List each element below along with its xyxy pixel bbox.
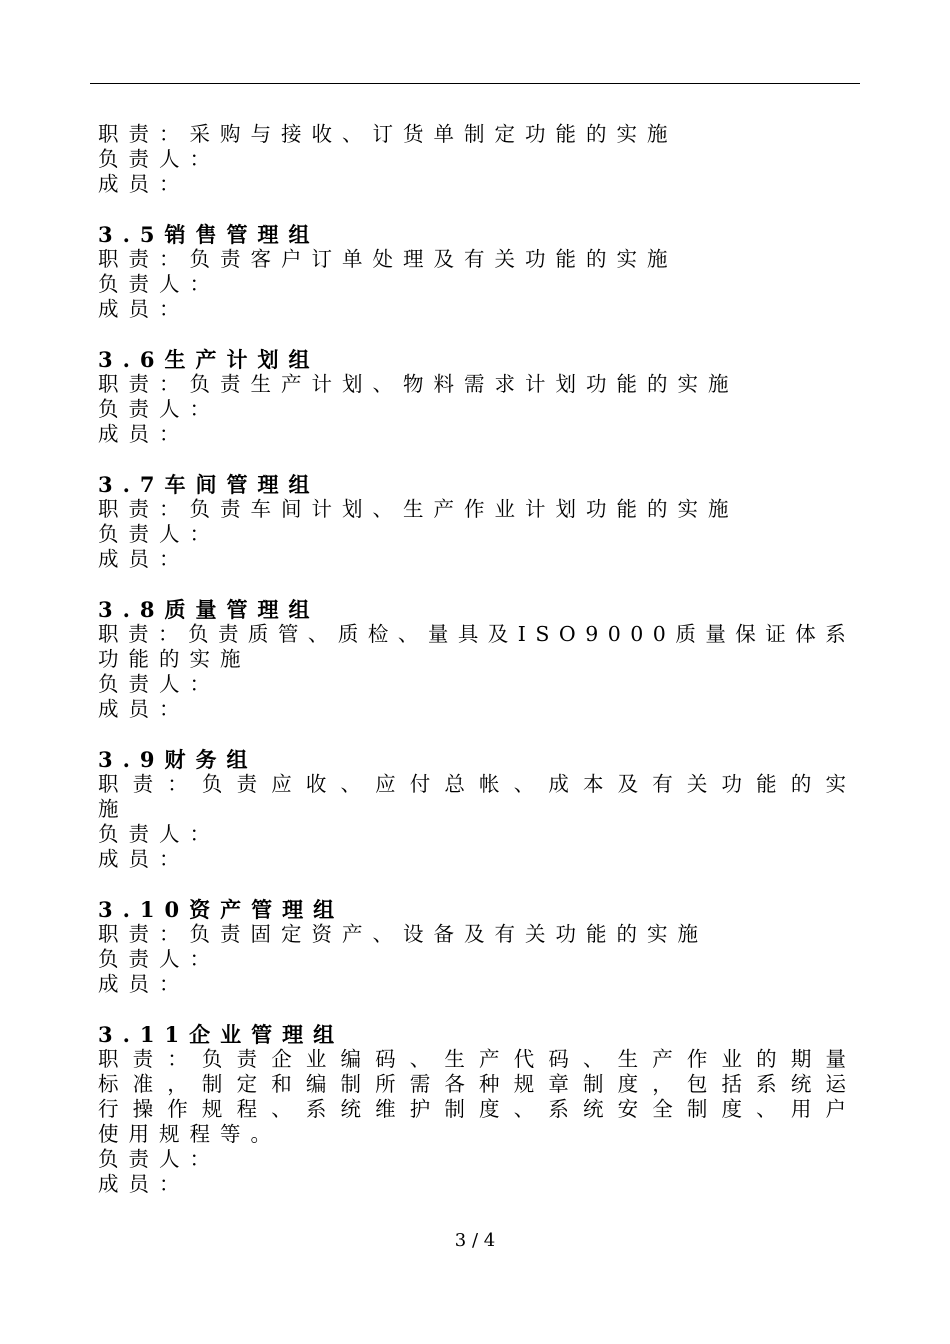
members-line: 成员： — [98, 297, 190, 321]
duty-line: 功能的实施 — [98, 647, 251, 671]
group-heading: 3.11企业管理组 — [98, 1022, 345, 1047]
duty-line: 职责：负责车间计划、生产作业计划功能的实施 — [98, 497, 739, 521]
leader-line: 负责人： — [98, 822, 220, 846]
duty-line: 使用规程等。 — [98, 1122, 281, 1146]
members-line: 成员： — [98, 172, 190, 196]
group-heading: 3.10资产管理组 — [98, 897, 345, 922]
group-heading: 3.7车间管理组 — [98, 472, 320, 497]
leader-line: 负责人： — [98, 672, 220, 696]
duty-line: 施 — [98, 797, 129, 821]
org-group-section — [98, 472, 846, 572]
org-group-section — [98, 347, 846, 447]
duty-line: 职 责 ： 负 责 应 收 、 应 付 总 帐 、 成 本 及 有 关 功 能 的 实 — [98, 772, 846, 796]
org-group-section — [98, 597, 846, 722]
group-heading: 3.9财务组 — [98, 747, 258, 772]
org-group-section — [98, 1022, 846, 1197]
duty-line: 职 责 ： 负 责 企 业 编 码 、 生 产 代 码 、 生 产 作 业 的 期 量 — [98, 1047, 846, 1071]
group-heading: 3.8质量管理组 — [98, 597, 320, 622]
members-line: 成员： — [98, 847, 190, 871]
org-group-section — [98, 222, 846, 322]
duty-line: 行 操 作 规 程 、 系 统 维 护 制 度 、 系 统 安 全 制 度 、 用 户 — [98, 1097, 846, 1121]
leader-line: 负责人： — [98, 272, 220, 296]
header-rule — [90, 83, 860, 84]
duty-line: 职责：负责客户订单处理及有关功能的实施 — [98, 247, 678, 271]
members-line: 成员： — [98, 547, 190, 571]
duty-line: 职责：采购与接收、订货单制定功能的实施 — [98, 122, 678, 146]
org-group-section — [98, 747, 846, 872]
members-line: 成员： — [98, 1172, 190, 1196]
duty-line: 标 准 ， 制 定 和 编 制 所 需 各 种 规 章 制 度 ， 包 括 系 统 运 — [98, 1072, 846, 1096]
leader-line: 负责人： — [98, 522, 220, 546]
duty-line: 职责：负责生产计划、物料需求计划功能的实施 — [98, 372, 739, 396]
leader-line: 负责人： — [98, 1147, 220, 1171]
leader-line: 负责人： — [98, 947, 220, 971]
document-body — [98, 122, 846, 1197]
leader-line: 负责人： — [98, 147, 220, 171]
members-line: 成员： — [98, 972, 190, 996]
duty-line: 职责：负责固定资产、设备及有关功能的实施 — [98, 922, 708, 946]
members-line: 成员： — [98, 697, 190, 721]
group-heading: 3.5销售管理组 — [98, 222, 320, 247]
org-group-section — [98, 122, 846, 197]
page-number: 3 / 4 — [454, 1230, 496, 1251]
leader-line: 负责人： — [98, 397, 220, 421]
members-line: 成员： — [98, 422, 190, 446]
org-group-section — [98, 897, 846, 997]
group-heading: 3.6生产计划组 — [98, 347, 320, 372]
duty-line: 职 责 ： 负 责 质 管 、 质 检 、 量 具 及 I S O 9 0 0 0 质 量 保 证 体 系 — [98, 622, 846, 646]
